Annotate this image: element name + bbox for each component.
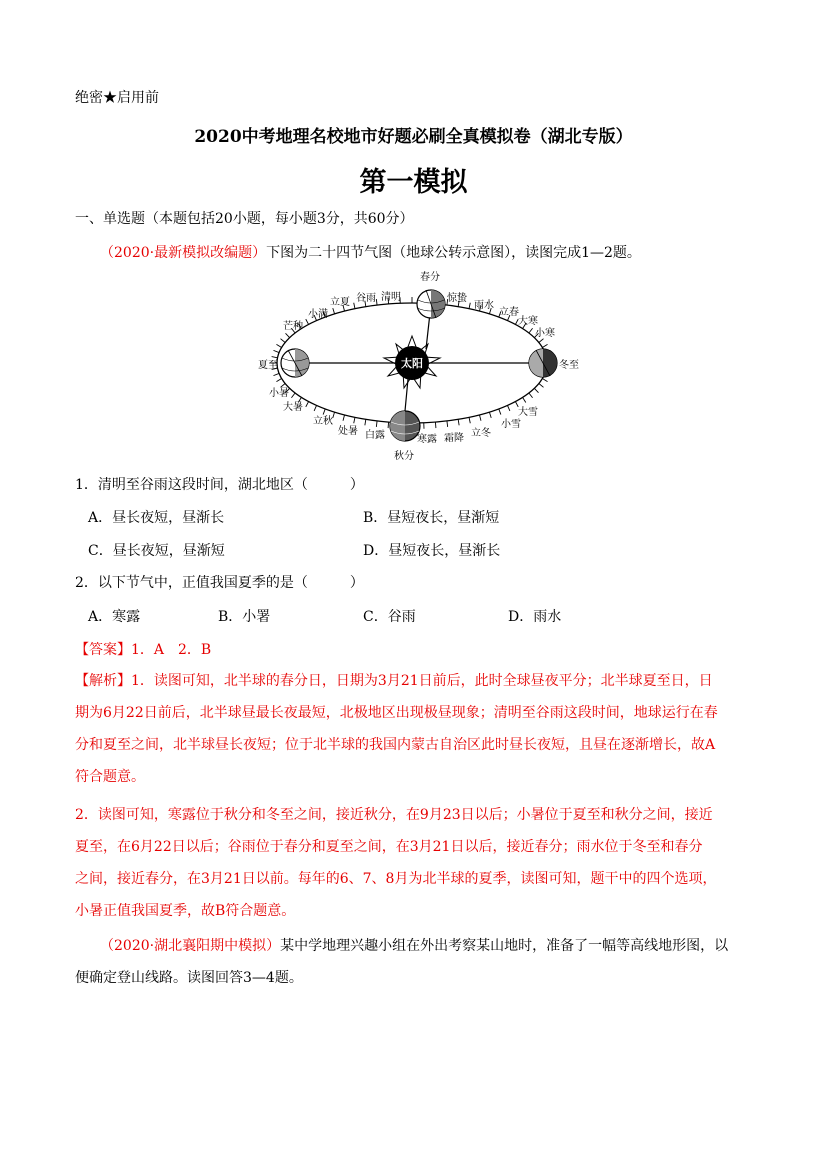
orbit-tick — [539, 384, 544, 388]
orbit-tick — [280, 384, 285, 388]
orbit-tick — [286, 333, 290, 337]
orbit-tick — [376, 421, 377, 427]
orbit-tick — [273, 350, 279, 352]
term-label: 大寒 — [518, 316, 538, 327]
term-label: 立夏 — [330, 297, 350, 308]
earth-autumn-equinox-icon — [390, 411, 420, 441]
term-label: 雨水 — [474, 300, 494, 311]
section-heading: 一、单选题（本题包括20小题，每小题3分，共60分） — [75, 211, 414, 227]
analysis-label: 【解析】 — [75, 673, 131, 689]
answer-text: 1．A 2．B — [131, 642, 212, 658]
analysis-line: 【解析】1．读图可知，北半球的春分日，日期为3月21日前后，此时全球昼夜平分；北半球夏至日，日 — [75, 673, 713, 689]
orbit-tick — [343, 415, 344, 421]
analysis-line: 期为6月22日前后，北半球昼最长夜最短，北极地区出现极昼现象；清明至谷雨这段时间，地球运行在春 — [75, 705, 718, 721]
orbit-tick — [333, 412, 335, 418]
exam-title: 2020中考地理名校地市好题必刷全真模拟卷（湖北专版） — [194, 127, 633, 147]
orbit-tick — [458, 419, 459, 425]
term-label: 立春 — [499, 307, 519, 318]
q2-option-b: B．小署 — [218, 609, 271, 625]
term-label: 谷雨 — [356, 293, 376, 304]
next-intro-source: （2020·湖北襄阳期中模拟） — [100, 938, 281, 954]
term-label: 立秋 — [313, 416, 333, 427]
paper-title: 第一模拟 — [359, 167, 468, 198]
q2-option-a: A．寒露 — [88, 609, 141, 625]
intro-source: （2020·最新模拟改编题） — [100, 245, 267, 261]
sun-label: 太阳 — [401, 357, 423, 370]
analysis-line: 符合题意。 — [75, 769, 145, 785]
earth-summer-solstice-icon — [281, 349, 309, 377]
term-label: 小满 — [308, 309, 328, 320]
orbit-tick — [469, 303, 470, 309]
orbit-tick — [276, 344, 281, 347]
orbit-tick — [376, 299, 377, 305]
term-label: 大暑 — [283, 402, 303, 413]
orbit-tick — [542, 379, 547, 382]
term-label: 寒露 — [417, 434, 437, 445]
analysis-line: 小暑正值我国夏季，故B符合题意。 — [75, 903, 296, 919]
term-label: 冬至 — [559, 360, 579, 371]
earth-spring-equinox-icon — [417, 290, 445, 318]
secret-label: 绝密★启用前 — [75, 90, 159, 106]
term-label: 小寒 — [535, 328, 555, 339]
orbit-tick — [480, 415, 481, 421]
q1-option-b: B．昼短夜长，昼渐短 — [363, 510, 500, 526]
answer-label: 【答案】 — [75, 642, 131, 658]
orbit-tick — [365, 419, 366, 425]
orbit-tick — [280, 339, 285, 343]
orbit-tick — [354, 303, 355, 309]
orbit-tick — [323, 409, 325, 415]
orbit-tick — [333, 308, 335, 314]
term-label: 小暑 — [269, 388, 289, 399]
orbit-tick — [529, 393, 533, 398]
q2-option-d: D．雨水 — [508, 609, 562, 625]
orbit-tick — [529, 328, 533, 333]
term-label: 春分 — [420, 272, 440, 283]
answer-line — [75, 639, 211, 659]
analysis-line: 2．读图可知，寒露位于秋分和冬至之间，接近秋分，在9月23日以后；小暑位于夏至和秋分之间，接近 — [75, 807, 713, 823]
orbit-tick — [291, 393, 295, 398]
term-label: 夏至 — [258, 360, 278, 371]
term-label: 小雪 — [501, 419, 521, 430]
term-label: 处暑 — [338, 426, 358, 437]
analysis-line: 之间，接近春分，在3月21日以前。每年的6、7、8月为北半球的夏季，读图可知，题干中的四个选项， — [75, 871, 717, 887]
q2-stem: 2．以下节气中，正值我国夏季的是（ ） — [75, 575, 364, 591]
q1-option-a: A．昼长夜短，昼渐长 — [88, 510, 225, 526]
term-label: 立冬 — [471, 428, 491, 439]
intro-text: 下图为二十四节气图（地球公转示意图），读图完成1—2题。 — [266, 245, 641, 261]
orbit-tick — [542, 344, 547, 347]
next-question-intro: （2020·湖北襄阳期中模拟）某中学地理兴趣小组在外出考察某山地时，准备了一幅等高线地形图，以 便确定登山线路。读图回答3—4题。 — [75, 938, 729, 986]
orbit-tick — [469, 417, 470, 423]
term-label: 惊蛰 — [447, 293, 467, 304]
q1-option-c: C．昼长夜短，昼渐短 — [88, 543, 225, 559]
orbit-tick — [276, 379, 281, 382]
orbit-tick — [447, 421, 448, 427]
orbit-tick — [354, 417, 355, 423]
q1-option-d: D．昼短夜长，昼渐长 — [363, 543, 501, 559]
orbit-tick — [534, 388, 538, 392]
question-intro — [100, 242, 641, 262]
analysis-line: 分和夏至之间，北半球昼长夜短；位于北半球的我国内蒙古自治区此时昼长夜短，且昼在逐渐增长，故A — [75, 737, 716, 753]
orbit-tick — [539, 339, 544, 343]
term-label: 秋分 — [394, 451, 414, 462]
orbit-tick — [306, 402, 309, 407]
earth-winter-solstice-icon — [529, 349, 557, 377]
orbit-tick — [489, 412, 491, 418]
term-label: 芒种 — [283, 321, 303, 332]
q1-stem: 1．清明至谷雨这段时间，湖北地区（ ） — [75, 477, 364, 493]
orbit-tick — [273, 373, 279, 375]
term-label: 大雪 — [518, 407, 538, 418]
term-label: 霜降 — [444, 433, 464, 444]
orbit-tick — [272, 357, 278, 358]
analysis-block — [75, 665, 755, 927]
orbit-tick — [507, 405, 509, 410]
term-label: 白露 — [365, 430, 385, 441]
term-label: 清明 — [381, 292, 401, 303]
analysis-line: 夏至，在6月22日以后；谷雨位于春分和夏至之间，在3月21日以后，接近春分；雨水位于冬至和春分 — [75, 839, 703, 855]
q2-option-c: C．谷雨 — [363, 609, 416, 625]
orbit-tick — [314, 405, 316, 410]
orbit-tick — [499, 409, 501, 415]
orbit-tick — [523, 397, 526, 402]
solar-terms-diagram — [250, 266, 595, 466]
